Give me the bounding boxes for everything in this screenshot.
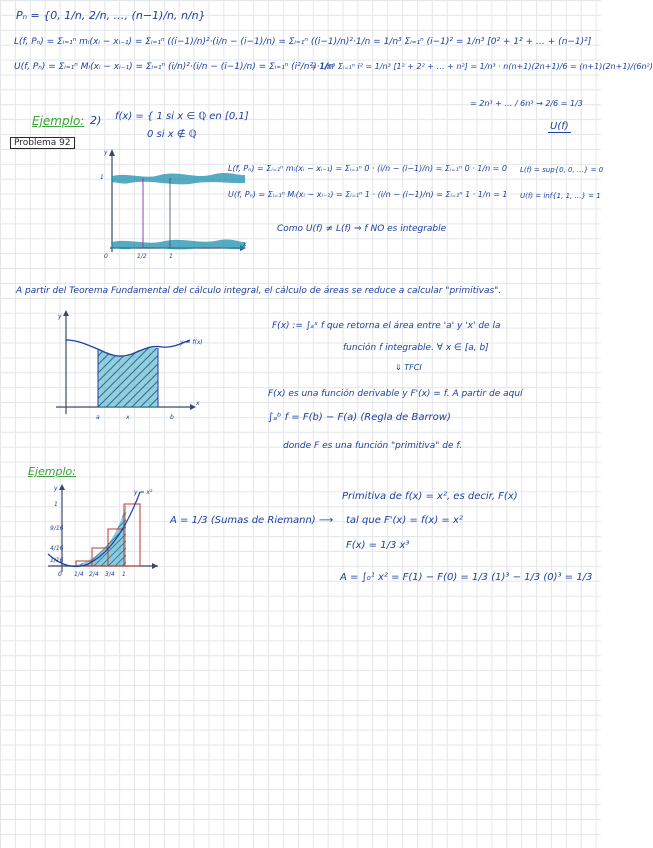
ftc-curve xyxy=(66,340,190,356)
dirichlet-tick-origin: 0 xyxy=(104,253,108,260)
dirichlet-graph xyxy=(90,148,250,260)
lower-sum-line: L(f, Pₙ) = Σᵢ₌₁ⁿ mᵢ(xᵢ − xᵢ₋₁) = Σᵢ₌₁ⁿ ((i−1)/n)²·(i/n − (i−1)/n) = Σᵢ₌₁ⁿ ((i−1)/n)²·1/n = 1/n³ Σᵢ₌₁ⁿ (i−1)² = 1/n³ [0² + 1² + … + (n−1)²] xyxy=(14,37,592,47)
partition-line: Pₙ = {0, 1/n, 2/n, …, (n−1)/n, n/n} xyxy=(16,9,206,22)
parabola-x-tick-0: 0 xyxy=(58,571,62,578)
ftc-graph xyxy=(50,310,230,428)
parabola-y-tick-3: 4/16 xyxy=(50,545,64,552)
parabola-curve-label: y = x² xyxy=(134,489,153,496)
dirichlet-conclusion: Como U(f) ≠ L(f) ⇒ f NO es integrable xyxy=(277,224,447,234)
dirichlet-def-1: f(x) = { 1 si x ∈ ℚ en [0,1] xyxy=(115,111,249,122)
ftc-area-region xyxy=(98,347,158,407)
parabola-area-region xyxy=(62,504,126,566)
dirichlet-tick-y: 1 xyxy=(100,174,104,181)
dirichlet-y-label: y xyxy=(104,149,108,156)
dirichlet-upper-inf: U(f) = inf{1, 1, …} = 1 xyxy=(520,192,601,200)
dirichlet-top-band xyxy=(112,173,245,184)
ftc-primitive: donde F es una función "primitiva" de f. xyxy=(283,441,463,451)
primitive-text: Primitiva de f(x) = x², es decir, F(x) xyxy=(342,491,518,502)
parabola-x-tick-2: 2/4 xyxy=(89,571,99,578)
dirichlet-tick-one: 1 xyxy=(169,253,173,260)
example-2-number: 2) xyxy=(90,114,102,127)
dirichlet-tick-half: 1/2 xyxy=(137,253,147,260)
riemann-area-eq: A = 1/3 (Sumas de Riemann) ⟶ xyxy=(170,515,334,526)
limit-line: = 2n³ + … / 6n³ → 2/6 = 1/3 xyxy=(470,99,583,108)
riemann-rect-4 xyxy=(124,504,140,566)
dirichlet-def-2: 0 si x ∉ ℚ xyxy=(147,129,197,140)
parabola-y-tick-1: 1 xyxy=(54,501,58,508)
parabola-x-tick-4: 1 xyxy=(122,571,126,578)
ftc-b-label: b xyxy=(170,414,174,421)
parabola-y-tick-2: 9/16 xyxy=(50,525,64,532)
ftc-def-F2: función f integrable. ∀ x ∈ [a, b] xyxy=(343,343,489,353)
ftc-a-label: a xyxy=(96,414,100,421)
upper-sum-continuation: = 1/n³ Σᵢ₌₁ⁿ i² = 1/n³ [1² + 2² + … + n²] = 1/n³ · n(n+1)(2n+1)/6 = (n+1)(2n+1)/(6n²) xyxy=(310,62,653,71)
dirichlet-x-label: x xyxy=(243,241,247,248)
ftc-def-F: F(x) := ∫ₐˣ f que retorna el área entre 'a' y 'x' de la xyxy=(272,321,501,331)
ftc-derivable: F(x) es una función derivable y F'(x) = f. A partir de aquí xyxy=(268,389,523,399)
barrow-calc: A = ∫₀¹ x² = F(1) − F(0) = 1/3 (1)³ − 1/3 (0)³ = 1/3 xyxy=(340,572,593,583)
ftc-xarrow-label: x xyxy=(126,414,130,421)
ftc-curve-label: y = f(x) xyxy=(180,339,203,346)
ftc-y-label: y xyxy=(58,313,62,320)
ftc-x-label: x xyxy=(196,400,200,407)
F-definition: F(x) = 1/3 x³ xyxy=(346,540,410,551)
parabola-y-arrow-icon xyxy=(59,484,65,490)
example-2-title: Ejemplo: xyxy=(32,114,85,128)
dirichlet-bottom-band xyxy=(112,240,245,250)
limit-label: U(f) xyxy=(550,121,569,132)
upper-sum-line: U(f, Pₙ) = Σᵢ₌₁ⁿ Mᵢ(xᵢ − xᵢ₋₁) = Σᵢ₌₁ⁿ (i/n)²·(i/n − (i−1)/n) = Σᵢ₌₁ⁿ (i²/n²)·1/n xyxy=(14,62,334,72)
ftc-tfci: ⇓ TFCI xyxy=(395,363,422,372)
parabola-y-tick-4: 1/16 xyxy=(50,557,64,564)
example-3-title: Ejemplo: xyxy=(28,465,76,478)
parabola-x-arrow-icon xyxy=(152,563,158,569)
dirichlet-lower-sup: L(f) = sup{0, 0, …} = 0 xyxy=(520,166,604,174)
dirichlet-upper-sum: U(f, Pₙ) = Σᵢ₌₁ⁿ Mᵢ(xᵢ − xᵢ₋₁) = Σᵢ₌₁ⁿ 1 · (i/n − (i−1)/n) = Σᵢ₌₁ⁿ 1 · 1/n = 1 xyxy=(228,190,508,199)
parabola-y-label: y xyxy=(54,485,58,492)
ftc-intro: A partir del Teorema Fundamental del cálculo integral, el cálculo de áreas se reduce a calcular "primitivas". xyxy=(16,286,502,296)
parabola-graph xyxy=(48,484,168,584)
dirichlet-y-arrow-icon xyxy=(109,149,115,156)
ftc-y-arrow-icon xyxy=(63,310,69,316)
parabola-x-tick-3: 3/4 xyxy=(105,571,115,578)
such-that-text: tal que F'(x) = f(x) = x² xyxy=(346,515,463,526)
ftc-barrow: ∫ₐᵇ f = F(b) − F(a) (Regla de Barrow) xyxy=(268,412,451,423)
parabola-x-tick-1: 1/4 xyxy=(74,571,84,578)
dirichlet-lower-sum: L(f, Pₙ) = Σᵢ₌₁ⁿ mᵢ(xᵢ − xᵢ₋₁) = Σᵢ₌₁ⁿ 0 · (i/n − (i−1)/n) = Σᵢ₌₁ⁿ 0 · 1/n = 0 xyxy=(228,164,508,173)
problem-tag: Problema 92 xyxy=(10,139,75,148)
